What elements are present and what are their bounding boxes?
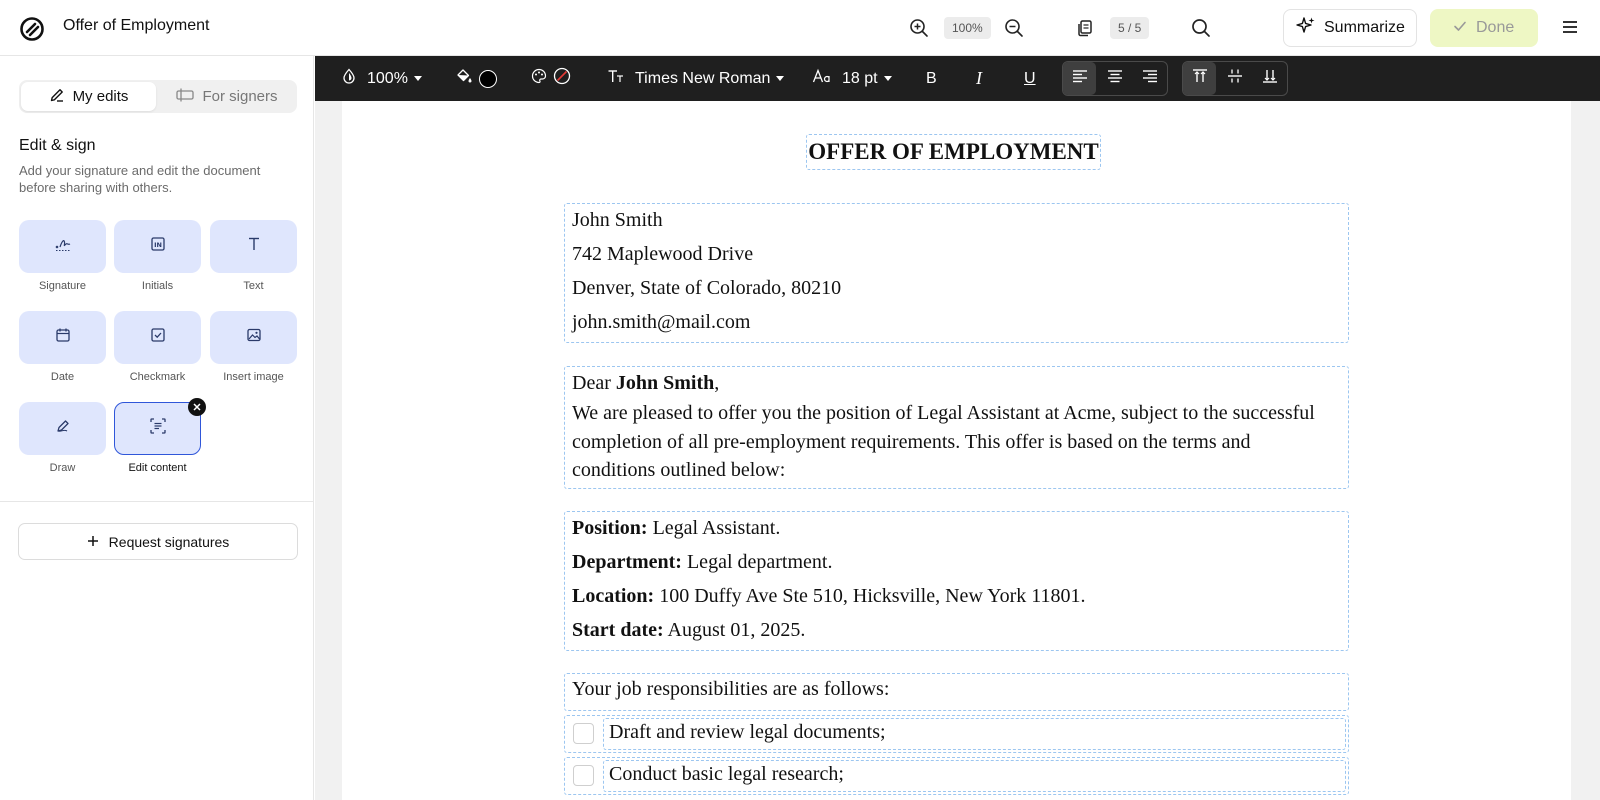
close-icon[interactable]	[188, 398, 206, 416]
italic-label: I	[976, 68, 982, 88]
align-right-button[interactable]	[1133, 62, 1166, 95]
font-size-icon	[812, 68, 832, 89]
detail-line	[572, 551, 832, 574]
edit-content-tool-label: Edit content	[128, 462, 187, 474]
checkmark-tool[interactable]	[114, 311, 201, 364]
font-size-dropdown[interactable]	[812, 56, 892, 101]
section-description: Add your signature and edit the document before sharing with others.	[19, 163, 261, 195]
chevron-down-icon	[884, 76, 892, 81]
edit-content-icon	[149, 417, 167, 440]
signature-icon	[54, 236, 72, 257]
tab-my-edits[interactable]	[21, 82, 156, 111]
address-line: John Smith	[572, 209, 663, 231]
signature-tool[interactable]	[19, 220, 106, 273]
detail-line	[572, 619, 805, 642]
document-page	[342, 101, 1571, 800]
intro-block[interactable]	[564, 366, 1349, 489]
summarize-label: Summarize	[1324, 19, 1405, 36]
underline-button[interactable]	[1024, 56, 1036, 101]
document-canvas[interactable]	[315, 101, 1600, 800]
top-bar	[0, 0, 1600, 56]
fill-color-picker[interactable]	[455, 56, 497, 101]
italic-button[interactable]	[976, 56, 982, 101]
opacity-dropdown[interactable]	[341, 56, 422, 101]
align-right-icon	[1142, 69, 1158, 88]
detail-line	[572, 517, 780, 540]
palette-icon	[531, 68, 547, 89]
font-icon	[607, 68, 625, 89]
request-signatures-label: Request signatures	[108, 533, 230, 550]
font-family-value: Times New Roman	[635, 69, 771, 87]
check-icon	[1452, 18, 1468, 39]
intro-paragraph: We are pleased to offer you the position of Legal Assistant at Acme, subject to the successful completion of all pre-employment requirements. This offer is based on the terms and conditions outlined below:	[572, 402, 1315, 481]
align-left-icon	[1072, 69, 1088, 88]
checkmark-icon	[150, 327, 166, 348]
section-title: Edit & sign	[19, 137, 96, 154]
fill-color-swatch	[479, 70, 497, 88]
mode-switcher	[19, 80, 297, 113]
document-heading[interactable]: OFFER OF EMPLOYMENT	[806, 134, 1101, 170]
format-toolbar	[315, 56, 1600, 101]
date-tool-label: Date	[50, 371, 75, 383]
greeting-name: John Smith	[615, 372, 715, 394]
underline-label: U	[1024, 69, 1036, 87]
hamburger-menu-icon[interactable]	[1561, 18, 1579, 36]
responsibilities-intro-block[interactable]	[564, 673, 1349, 711]
sidebar-divider	[0, 501, 313, 502]
align-top-icon	[1192, 68, 1208, 89]
responsibility-text: Draft and review legal documents;	[609, 721, 886, 743]
draw-tool-label: Draw	[49, 462, 76, 474]
date-tool[interactable]	[19, 311, 106, 364]
bold-label: B	[926, 69, 937, 87]
font-family-dropdown[interactable]	[607, 56, 784, 101]
image-icon	[246, 327, 262, 348]
pencil-icon	[49, 87, 65, 107]
tab-for-signers-label: For signers	[202, 88, 278, 105]
address-line: john.smith@mail.com	[572, 311, 751, 333]
opacity-drop-icon	[341, 68, 357, 89]
align-center-icon	[1107, 69, 1123, 88]
zoom-in-icon[interactable]	[908, 17, 930, 39]
insert-image-tool-label: Insert image	[223, 371, 284, 383]
opacity-value: 100%	[367, 69, 408, 87]
detail-label: Location:	[572, 585, 655, 607]
align-bottom-icon	[1262, 68, 1278, 89]
detail-value: Legal Assistant.	[647, 517, 781, 539]
greeting-prefix: Dear	[572, 372, 616, 394]
page-indicator[interactable]: 5 / 5	[1110, 17, 1149, 39]
align-center-button[interactable]	[1098, 62, 1131, 95]
zoom-out-icon[interactable]	[1003, 17, 1025, 39]
font-size-value: 18 pt	[842, 69, 878, 87]
insert-image-tool[interactable]	[210, 311, 297, 364]
zoom-level[interactable]: 100%	[944, 17, 991, 39]
stroke-color-picker[interactable]	[531, 56, 571, 101]
sparkle-icon	[1296, 16, 1316, 41]
search-icon[interactable]	[1190, 17, 1212, 39]
initials-icon	[150, 236, 166, 257]
pages-icon[interactable]	[1074, 17, 1096, 39]
text-icon	[246, 236, 262, 257]
checkmark-tool-label: Checkmark	[129, 371, 186, 383]
bold-button[interactable]	[926, 56, 937, 101]
responsibility-text-box[interactable]	[603, 718, 1346, 750]
paint-bucket-icon	[455, 67, 473, 90]
details-block[interactable]	[564, 511, 1349, 651]
responsibility-row[interactable]	[564, 715, 1349, 753]
svg-text:IN: IN	[153, 241, 162, 249]
initials-tool[interactable]	[114, 220, 201, 273]
greeting-suffix: ,	[714, 372, 720, 394]
signer-field-icon	[176, 87, 194, 107]
plus-icon	[87, 534, 99, 550]
tab-my-edits-label: My edits	[72, 88, 129, 105]
request-signatures-button[interactable]	[18, 523, 298, 560]
detail-label: Position:	[572, 517, 648, 539]
text-tool[interactable]	[210, 220, 297, 273]
align-middle-icon	[1227, 68, 1243, 89]
done-button[interactable]	[1430, 9, 1538, 47]
detail-value: 100 Duffy Ave Ste 510, Hicksville, New York 11801.	[654, 585, 1086, 607]
signature-tool-label: Signature	[38, 280, 87, 292]
calendar-icon	[55, 327, 71, 348]
responsibility-text-box[interactable]	[603, 760, 1346, 792]
detail-label: Department:	[572, 551, 682, 573]
align-left-button[interactable]	[1063, 62, 1096, 95]
address-line: 742 Maplewood Drive	[572, 243, 754, 265]
text-tool-label: Text	[243, 280, 264, 292]
responsibility-checkbox[interactable]	[573, 723, 594, 744]
greeting-line	[572, 372, 719, 395]
draw-tool[interactable]	[19, 402, 106, 455]
done-label: Done	[1476, 19, 1515, 36]
pen-icon	[55, 418, 71, 439]
responsibilities-intro: Your job responsibilities are as follows:	[572, 678, 890, 700]
responsibility-text: Conduct basic legal research;	[609, 763, 844, 785]
detail-label: Start date:	[572, 619, 664, 641]
tab-for-signers[interactable]	[159, 82, 295, 111]
app-logo-icon[interactable]	[19, 16, 45, 42]
address-block[interactable]	[564, 203, 1349, 343]
chevron-down-icon	[776, 76, 784, 81]
initials-tool-label: Initials	[141, 280, 174, 292]
responsibility-checkbox[interactable]	[573, 765, 594, 786]
detail-value: Legal department.	[681, 551, 833, 573]
no-color-swatch	[553, 67, 571, 90]
document-title: Offer of Employment	[63, 17, 210, 34]
align-middle-button[interactable]	[1218, 62, 1251, 95]
chevron-down-icon	[414, 76, 422, 81]
detail-value: August 01, 2025.	[663, 619, 806, 641]
detail-line	[572, 585, 1086, 608]
address-line: Denver, State of Colorado, 80210	[572, 277, 842, 299]
responsibility-row[interactable]	[564, 757, 1349, 795]
summarize-button[interactable]	[1283, 9, 1417, 47]
sidebar	[0, 56, 314, 800]
align-top-button[interactable]	[1183, 62, 1216, 95]
align-bottom-button[interactable]	[1253, 62, 1286, 95]
